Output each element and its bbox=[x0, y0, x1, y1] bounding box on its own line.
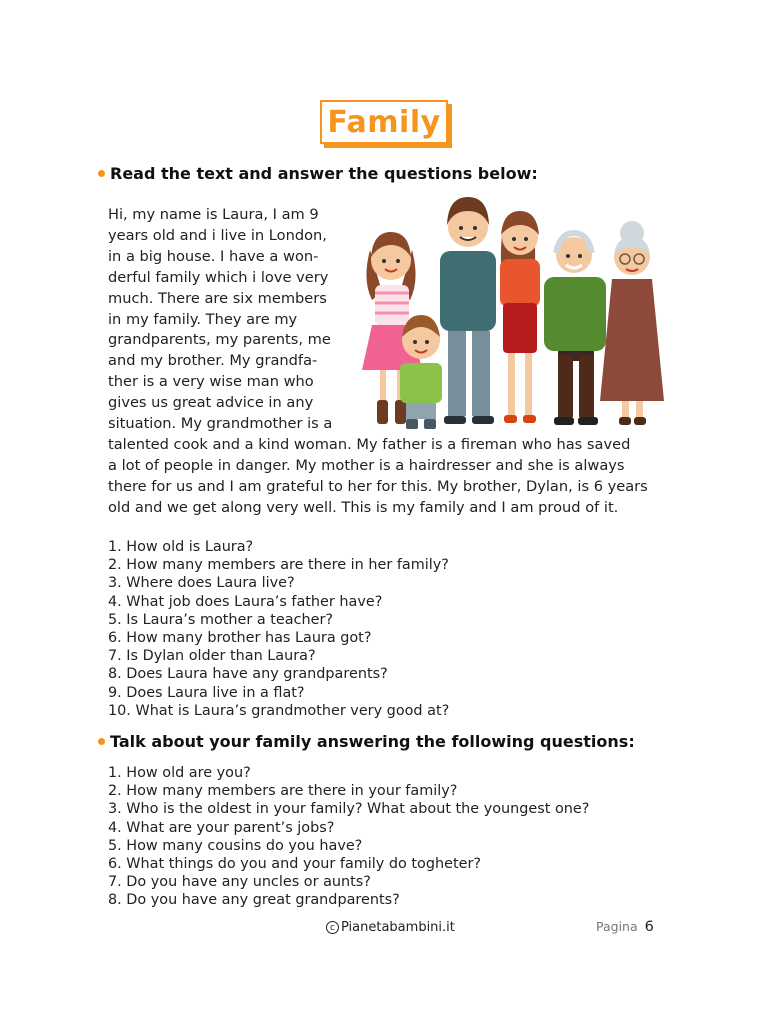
story-line: situation. My grandmother is a bbox=[108, 415, 333, 433]
story-line: a lot of people in danger. My mother is a hairdresser and she is always bbox=[108, 456, 625, 474]
story-line: Hi, my name is Laura, I am 9 bbox=[108, 206, 319, 223]
question-item: 8. Does Laura have any grandparents? bbox=[108, 666, 388, 683]
question-item: 4. What job does Laura’s father have? bbox=[108, 593, 383, 610]
section-heading-text: Read the text and answer the questions below: bbox=[110, 164, 538, 183]
story-line: derful family which i love very bbox=[108, 268, 329, 286]
story-line: in my family. They are my bbox=[108, 310, 298, 328]
page-title: Family bbox=[320, 100, 448, 144]
question-item: 4. What are your parent’s jobs? bbox=[108, 819, 335, 836]
bullet-icon bbox=[98, 738, 105, 745]
page-number: 6 bbox=[644, 919, 654, 935]
question-item: 5. How many cousins do you have? bbox=[108, 837, 363, 854]
question-item: 3. Where does Laura live? bbox=[108, 575, 295, 592]
section-heading-read bbox=[98, 164, 538, 183]
question-item: 10. What is Laura’s grandmother very good at? bbox=[108, 702, 450, 719]
questions-list-1 bbox=[108, 538, 449, 720]
question-item: 7. Is Dylan older than Laura? bbox=[108, 648, 316, 665]
section-heading-text: Talk about your family answering the following questions: bbox=[110, 732, 635, 751]
story-line: gives us great advice in any bbox=[108, 394, 314, 412]
bullet-icon bbox=[98, 170, 105, 177]
story-line: old and we get along very well. This is my family and I am proud of it. bbox=[108, 498, 619, 516]
question-item: 5. Is Laura’s mother a teacher? bbox=[108, 611, 334, 628]
mother-figure bbox=[500, 211, 540, 423]
question-item: 7. Do you have any uncles or aunts? bbox=[108, 874, 371, 891]
title-box bbox=[320, 100, 452, 148]
story-line: grandparents, my parents, me bbox=[108, 331, 331, 349]
story-line: years old and i live in London, bbox=[108, 226, 327, 244]
question-item: 1. How old is Laura? bbox=[108, 539, 254, 555]
story-line: talented cook and a kind woman. My father is a fireman who has saved bbox=[108, 435, 631, 453]
footer-page bbox=[596, 919, 654, 935]
question-item: 8. Do you have any great grandparents? bbox=[108, 892, 400, 909]
story-line: much. There are six members bbox=[108, 289, 327, 307]
question-item: 3. Who is the oldest in your family? What about the youngest one? bbox=[108, 801, 590, 818]
boy-figure bbox=[400, 315, 442, 429]
story-line: in a big house. I have a won- bbox=[108, 247, 319, 265]
grandfather-figure bbox=[544, 233, 606, 425]
grandmother-figure bbox=[600, 221, 664, 425]
story-line: ther is a very wise man who bbox=[108, 373, 314, 391]
copyright-icon: c bbox=[326, 921, 339, 934]
page-label: Pagina bbox=[596, 919, 638, 934]
father-figure bbox=[440, 197, 496, 424]
question-item: 6. How many brother has Laura got? bbox=[108, 630, 372, 647]
question-item: 6. What things do you and your family do togheter? bbox=[108, 856, 481, 873]
story-line: and my brother. My grandfa- bbox=[108, 352, 318, 370]
section-heading-talk bbox=[98, 732, 635, 751]
question-item: 2. How many members are there in her family? bbox=[108, 557, 449, 574]
footer-copyright bbox=[326, 920, 455, 935]
questions-list-2 bbox=[108, 764, 589, 910]
family-illustration bbox=[350, 195, 675, 435]
question-item: 9. Does Laura live in a flat? bbox=[108, 684, 305, 701]
question-item: 2. How many members are there in your family? bbox=[108, 783, 458, 800]
question-item: 1. How old are you? bbox=[108, 765, 251, 781]
copyright-text: Pianetabambini.it bbox=[341, 920, 455, 935]
story-line: there for us and I am grateful to her for this. My brother, Dylan, is 6 years bbox=[108, 477, 648, 495]
